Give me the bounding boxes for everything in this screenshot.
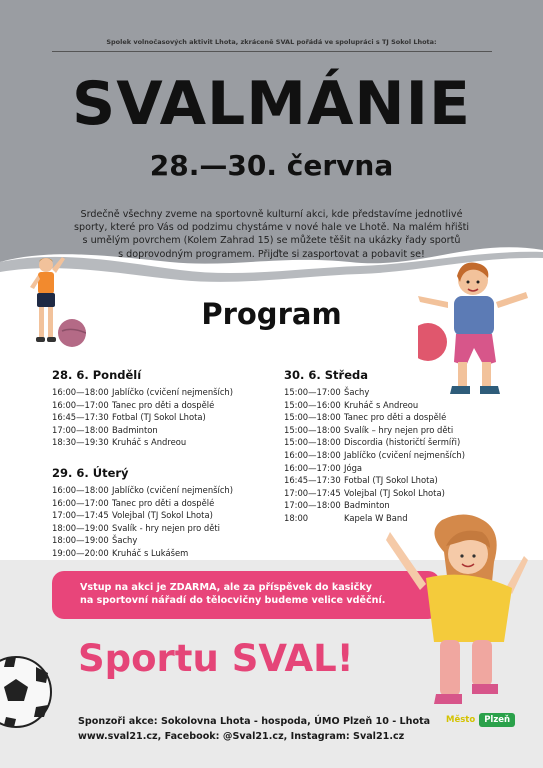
schedule-time: 18:00—19:00 xyxy=(52,535,109,546)
schedule-activity: Jablíčko (cvičení nejmenších) xyxy=(344,449,465,460)
organizer-tagline: Spolek volnočasových aktivit Lhota, zkráceně SVAL pořádá ve spolupráci s TJ Sokol Lhota: xyxy=(106,38,437,46)
schedule-row xyxy=(284,449,465,462)
schedule-row xyxy=(52,534,233,547)
schedule-row xyxy=(284,436,465,449)
day-heading: 29. 6. Úterý xyxy=(52,466,129,480)
schedule-activity: Kruháč s Andreou xyxy=(112,437,187,448)
schedule-row xyxy=(52,411,233,424)
schedule-row xyxy=(284,474,465,487)
event-dates: 28.—30. června xyxy=(149,149,394,182)
schedule-activity: Šachy xyxy=(344,387,370,397)
schedule-time: 16:00—17:00 xyxy=(52,497,109,508)
slogan: Sportu SVAL! xyxy=(78,637,354,680)
schedule-activity: Volejbal (TJ Sokol Lhota) xyxy=(112,510,213,521)
schedule-time: 18:30—19:30 xyxy=(52,437,109,448)
mesto-plzen-logo xyxy=(446,713,515,727)
schedule-row xyxy=(52,399,233,412)
schedule-time: 16:00—18:00 xyxy=(284,449,341,460)
schedule-time: 15:00—17:00 xyxy=(284,387,341,397)
schedule-activity: Tanec pro děti a dospělé xyxy=(344,412,447,423)
program-title: Program xyxy=(201,297,342,331)
schedule-row xyxy=(52,424,233,437)
schedule-activity: Fotbal (TJ Sokol Lhota) xyxy=(112,412,206,423)
schedule-row xyxy=(52,436,233,449)
day-heading: 28. 6. Pondělí xyxy=(52,368,142,382)
schedule-activity: Jablíčko (cvičení nejmenších) xyxy=(112,387,233,397)
schedule-activity: Jablíčko (cvičení nejmenších) xyxy=(112,485,233,495)
schedule-row xyxy=(284,499,465,512)
intro-text xyxy=(60,208,483,261)
schedule-time: 15:00—18:00 xyxy=(284,437,341,448)
schedule-activity: Kapela W Band xyxy=(344,512,408,523)
girl-illustration xyxy=(386,512,528,712)
schedule-time: 18:00 xyxy=(284,512,309,523)
free-entry-banner xyxy=(52,571,440,619)
schedule-row xyxy=(284,411,465,424)
event-title: SVALMÁNIE xyxy=(72,69,471,139)
schedule-row xyxy=(284,386,465,399)
schedule-row xyxy=(52,509,233,522)
schedule-time: 16:45—17:30 xyxy=(52,412,109,423)
schedule-activity: Kruháč s Andreou xyxy=(344,399,419,410)
schedule-time: 15:00—18:00 xyxy=(284,424,341,435)
schedule-row xyxy=(52,484,233,497)
schedule-time: 16:00—17:00 xyxy=(52,399,109,410)
schedule-activity: Svalík – hry nejen pro děti xyxy=(344,424,454,435)
schedule-activity: Discordia (historičtí šermíři) xyxy=(344,437,461,448)
schedule-time: 17:00—17:45 xyxy=(284,487,341,498)
schedule-time: 15:00—18:00 xyxy=(284,412,341,423)
intro-line: sporty, které pro Vás od podzimu chystáme v nové hale ve Lhotě. Na malém hřišti xyxy=(73,222,469,234)
schedule-activity: Badminton xyxy=(112,424,158,435)
schedule-activity: Šachy xyxy=(112,535,138,546)
schedule-time: 17:00—18:00 xyxy=(52,424,109,435)
intro-line: Srdečně všechny zveme na sportovně kulturní akci, kde představíme jednotlivé xyxy=(80,209,463,220)
schedule-activity: Fotbal (TJ Sokol Lhota) xyxy=(344,475,438,486)
soccer-ball-illustration xyxy=(0,655,52,729)
intro-line: s doprovodným programem. Přijďte si zasportovat a pobavit se! xyxy=(118,248,425,260)
schedule-time: 17:00—17:45 xyxy=(52,510,109,521)
schedule-row xyxy=(52,522,233,535)
footer-sponsors xyxy=(78,715,430,745)
day-monday xyxy=(52,368,233,449)
schedule-time: 15:00—16:00 xyxy=(284,399,341,410)
day-heading: 30. 6. Středa xyxy=(284,368,368,382)
day-tuesday xyxy=(52,466,233,560)
schedule-row xyxy=(52,386,233,399)
schedule-activity: Tanec pro děti a dospělé xyxy=(112,497,215,508)
schedule-time: 16:00—18:00 xyxy=(52,387,109,397)
day-wednesday xyxy=(284,368,465,525)
schedule-row xyxy=(284,424,465,437)
schedule-activity: Svalík - hry nejen pro děti xyxy=(112,522,220,533)
intro-line: s umělým povrchem (Kolem Zahrad 15) se můžete těšit na ukázky řady sportů xyxy=(82,235,461,247)
schedule-row xyxy=(284,399,465,412)
sponsors-text: Sponzoři akce: Sokolovna Lhota - hospoda, ÚMO Plzeň 10 - Lhota xyxy=(78,716,431,727)
schedule-time: 16:45—17:30 xyxy=(284,475,341,486)
schedule-activity: Tanec pro děti a dospělé xyxy=(112,399,215,410)
schedule-activity: Volejbal (TJ Sokol Lhota) xyxy=(344,487,445,498)
schedule-activity: Jóga xyxy=(344,462,363,473)
schedule-row xyxy=(284,487,465,500)
schedule-row xyxy=(284,462,465,475)
logo-text-plzen: Plzeň xyxy=(479,713,515,727)
schedule-time: 16:00—17:00 xyxy=(284,462,341,473)
schedule-activity: Badminton xyxy=(344,500,390,511)
logo-text-mesto: Město xyxy=(446,715,476,725)
schedule-time: 19:00—20:00 xyxy=(52,547,109,558)
header-divider xyxy=(52,51,492,52)
schedule-time: 18:00—19:00 xyxy=(52,522,109,533)
schedule-row xyxy=(52,497,233,510)
schedule-activity: Kruháč s Lukášem xyxy=(112,547,189,558)
schedule-time: 17:00—18:00 xyxy=(284,500,341,511)
contact-links: www.sval21.cz, Facebook: @Sval21.cz, Instagram: Sval21.cz xyxy=(78,730,405,742)
schedule-row xyxy=(52,547,233,560)
banner-line: Vstup na akci je ZDARMA, ale za příspěvek do kasičky xyxy=(80,582,373,593)
schedule-time: 16:00—18:00 xyxy=(52,485,109,495)
banner-line: na sportovní nářadí do tělocvičny budeme velice vděční. xyxy=(80,595,386,607)
